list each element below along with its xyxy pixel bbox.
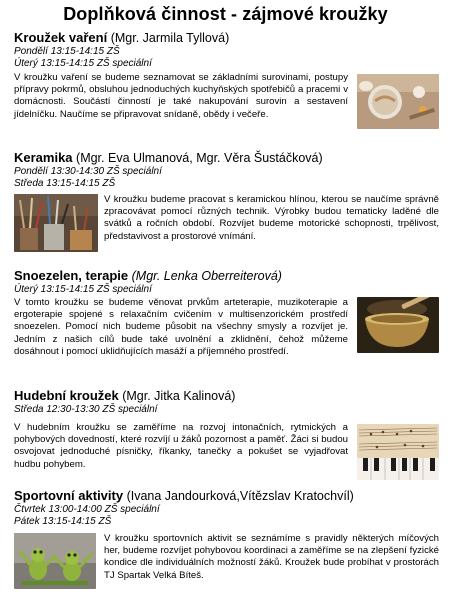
section-teacher: (Mgr. Jarmila Tyllová) [110, 31, 230, 45]
section-cooking [14, 30, 440, 70]
section-name: Snoezelen, terapie [14, 268, 129, 283]
section-teacher: (Mgr. Jitka Kalinová) [122, 389, 236, 403]
section-sports [14, 488, 440, 528]
section-heading [14, 268, 440, 284]
section-name: Keramika [14, 150, 73, 165]
schedule-line: Pondělí 13:15-14:15 ZŠ [14, 46, 120, 57]
section-name: Kroužek vaření [14, 30, 108, 45]
piano-sheet-music-photo-icon [357, 424, 439, 480]
brushes-photo-icon [14, 194, 98, 252]
schedule-line: Středa 13:15-14:15 ZŠ [14, 178, 116, 189]
schedule-line: Úterý 13:15-14:15 ZŠ speciální [14, 284, 152, 295]
section-ceramics [14, 150, 440, 190]
section-heading [14, 30, 440, 46]
section-heading [14, 488, 440, 504]
section-description: V kroužku sportovních aktivit se seznámíme s pravidly některých míčových her, budeme rozvíjet pohybovou koordinaci a zaměříme se na zlepšení fyzické kondice dle individuálních možností žáků. Kroužek bude probíhat v prostorách TJ Spartak Velká Bíteš. [104, 533, 439, 581]
schedule-line: Úterý 13:15-14:15 ZŠ speciální [14, 58, 152, 69]
yoga-frogs-photo-icon [14, 533, 96, 589]
schedule-line: Středa 12:30-13:30 ZŠ speciální [14, 404, 158, 415]
section-description: V tomto kroužku se budeme věnovat prvkům arteterapie, muzikoterapie a ergoterapie spojené s relaxačním cvičením v multisenzorickém prostředí snoezelen. Pomocí nich budeme působit na všechny smysly a rozvíjet je. Jedním z našich cílů bude také uvolnění a zklidnění, čehož můžeme dosáhnout i pomocí uklidňujících masáží a příjemného prostředí. [14, 297, 348, 357]
schedule-line: Pátek 13:15-14:15 ZŠ [14, 516, 112, 527]
schedule-line: Pondělí 13:30-14:30 ZŠ speciální [14, 166, 162, 177]
section-teacher: (Mgr. Lenka Oberreiterová) [131, 269, 282, 283]
page-title: Doplňková činnost - zájmové kroužky [63, 4, 388, 24]
section-description: V hudebním kroužku se zaměříme na rozvoj intonačních, rytmických a pohybových dovedností, které rozvíjí u žáků pozornost a paměť. Žáci si budou osvojovat jednoduché písničky, říkanky, tanečky a pokušet se vyjadřovat hudbu pohybem. [14, 422, 348, 470]
section-name: Hudební kroužek [14, 388, 119, 403]
section-description: V kroužku budeme pracovat s keramickou hlínou, kterou se naučíme správně zpracovávat pomocí různých technik. Výrobky budou tematicky laděné dle svátků a ročních období. Rozvíjet budeme motorické schopnosti, trpělivost, představivost a prostorové vnímání. [104, 194, 439, 242]
singing-bowl-photo-icon [357, 297, 439, 353]
cooking-photo-icon [357, 74, 439, 129]
section-teacher: (Ivana Jandourková,Vítězslav Kratochvíl) [126, 489, 354, 503]
schedule-line: Čtvrtek 13:00-14:00 ZŠ speciální [14, 504, 160, 515]
section-heading [14, 388, 440, 404]
section-music [14, 388, 440, 416]
section-description: V kroužku vaření se budeme seznamovat se základními surovinami, postupy přípravy pokrmů, obsluhou jednoduchých kuchyňských spotřebičů a pracemi v domácnosti. Součástí činností je také nakupování surovin a sestavení jídelníčku. Naučíme se připravovat snídaně, obědy i večeře. [14, 72, 348, 120]
section-snoezelen [14, 268, 440, 296]
section-teacher: (Mgr. Eva Ulmanová, Mgr. Věra Šustáčková) [76, 151, 323, 165]
section-heading [14, 150, 440, 166]
section-name: Sportovní aktivity [14, 488, 124, 503]
